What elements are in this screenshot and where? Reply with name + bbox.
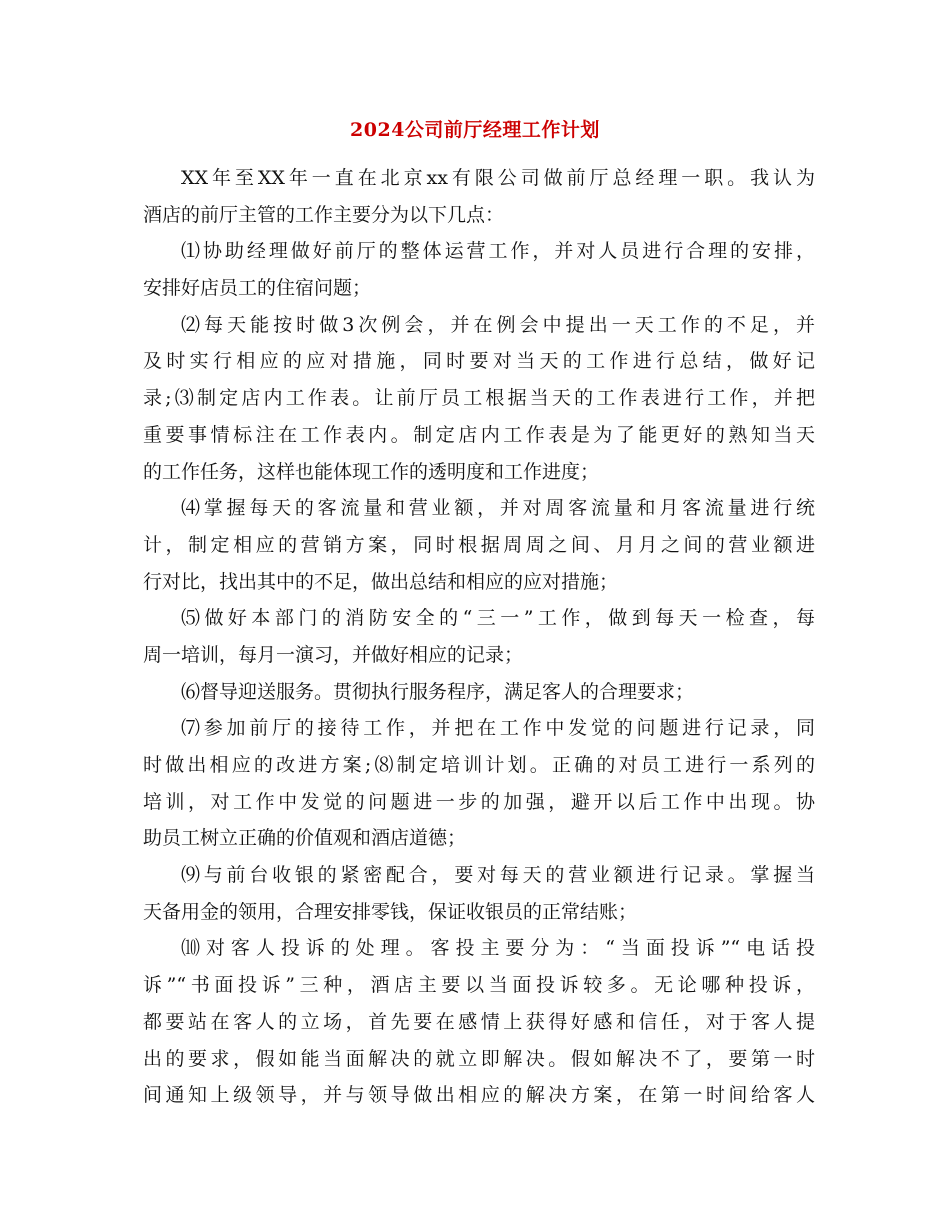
- text-line: ⑴协助经理做好前厅的整体运营工作，并对人员进行合理的安排，: [181, 240, 815, 263]
- document-body: [143, 160, 815, 1114]
- text-line: 录;⑶制定店内工作表。让前厅员工根据当天的工作表进行工作，并把: [143, 387, 815, 410]
- text-line: 安排好店员工的住宿问题；: [143, 277, 372, 300]
- text-line: 的工作任务，这样也能体现工作的透明度和工作进度；: [143, 460, 600, 483]
- document-title: 2024公司前厅经理工作计划: [350, 119, 600, 141]
- text-line: 诉”“书面投诉”三种，酒店主要以当面投诉较多。无论哪种投诉，: [143, 974, 815, 997]
- text-line: ⑼与前台收银的紧密配合，要对每天的营业额进行记录。掌握当: [181, 864, 815, 887]
- text-line: 计，制定相应的营销方案，同时根据周周之间、月月之间的营业额进: [143, 533, 815, 556]
- text-line: 间通知上级领导，并与领导做出相应的解决方案，在第一时间给客人: [143, 1084, 815, 1107]
- text-line: ⑸做好本部门的消防安全的“三一”工作，做到每天一检查，每: [181, 607, 815, 630]
- text-line: 及时实行相应的应对措施，同时要对当天的工作进行总结，做好记: [143, 350, 815, 373]
- text-line: 天备用金的领用，合理安排零钱，保证收银员的正常结账；: [143, 900, 638, 923]
- text-line: 都要站在客人的立场，首先要在感情上获得好感和信任，对于客人提: [143, 1010, 815, 1033]
- text-line: 重要事情标注在工作表内。制定店内工作表是为了能更好的熟知当天: [143, 423, 815, 446]
- text-line: 出的要求，假如能当面解决的就立即解决。假如解决不了，要第一时: [143, 1047, 815, 1070]
- text-line: 助员工树立正确的价值观和酒店道德；: [143, 827, 467, 850]
- text-line: ⑺参加前厅的接待工作，并把在工作中发觉的问题进行记录，同: [181, 717, 815, 740]
- text-line: 时做出相应的改进方案;⑻制定培训计划。正确的对员工进行一系列的: [143, 754, 815, 776]
- text-line: 酒店的前厅主管的工作主要分为以下几点：: [143, 203, 505, 226]
- text-line: 行对比，找出其中的不足，做出总结和相应的应对措施；: [143, 570, 619, 593]
- text-line: ⑽对客人投诉的处理。客投主要分为：“当面投诉”“电话投: [181, 937, 815, 960]
- text-line: ⑷掌握每天的客流量和营业额，并对周客流量和月客流量进行统: [181, 497, 815, 520]
- text-line: ⑵每天能按时做3次例会，并在例会中提出一天工作的不足，并: [181, 313, 815, 336]
- text-line: 周一培训，每月一演习，并做好相应的记录；: [143, 643, 524, 666]
- text-line: 培训，对工作中发觉的问题进一步的加强，避开以后工作中出现。协: [143, 790, 815, 813]
- text-line: ⑹督导迎送服务。贯彻执行服务程序，满足客人的合理要求；: [181, 680, 695, 703]
- text-line: XX年至XX年一直在北京xx有限公司做前厅总经理一职。我认为: [181, 167, 815, 189]
